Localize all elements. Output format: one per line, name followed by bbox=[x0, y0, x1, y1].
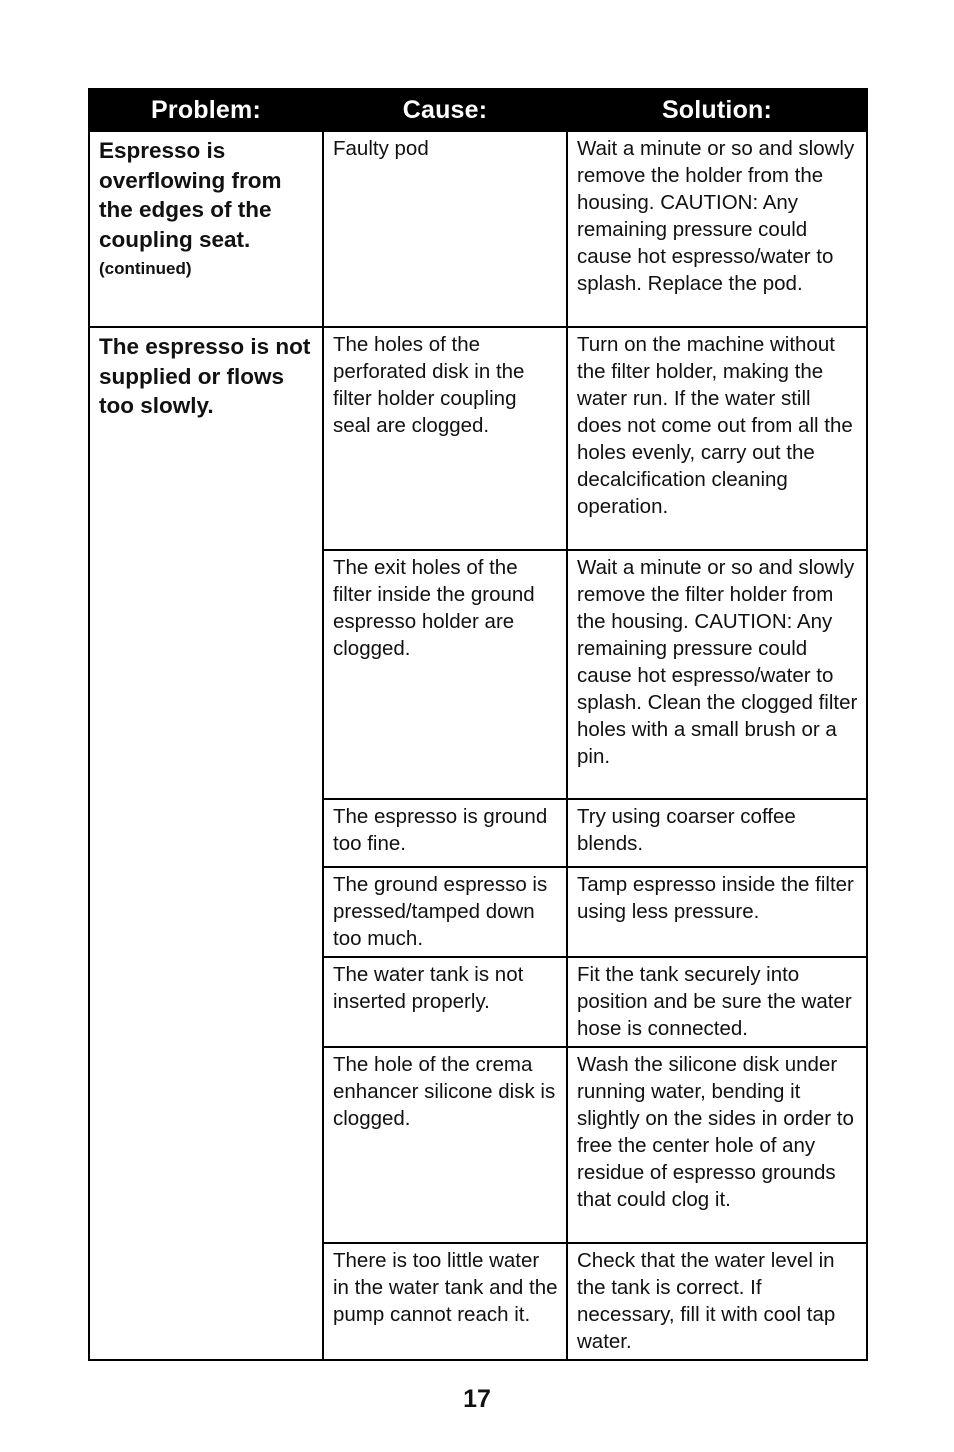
page-number: 17 bbox=[463, 1385, 491, 1413]
cause-cell: The espresso is ground too fine. bbox=[323, 799, 567, 867]
solution-cell: Try using coarser coffee blends. bbox=[567, 799, 867, 867]
problem-cell: The espresso is not supplied or flows too slowly. bbox=[89, 327, 323, 1360]
solution-cell: Check that the water level in the tank is correct. If necessary, fill it with cool tap water. bbox=[567, 1243, 867, 1360]
solution-cell: Turn on the machine without the filter holder, making the water run. If the water still does not come out from all the holes evenly, carry out the decalcification cleaning operation. bbox=[567, 327, 867, 550]
table-header-row bbox=[89, 89, 867, 131]
cause-cell: The holes of the perforated disk in the filter holder coupling seal are clogged. bbox=[323, 327, 567, 550]
header-solution: Solution: bbox=[567, 89, 867, 131]
troubleshooting-table bbox=[88, 88, 868, 1361]
solution-cell: Tamp espresso inside the filter using less pressure. bbox=[567, 867, 867, 957]
problem-text: Espresso is overflowing from the edges of the coupling seat. bbox=[99, 138, 282, 252]
table-row bbox=[89, 327, 867, 550]
solution-cell: Wash the silicone disk under running water, bending it slightly on the sides in order to free the center hole of any residue of espresso grounds that could clog it. bbox=[567, 1047, 867, 1243]
problem-note: (continued) bbox=[99, 259, 192, 278]
cause-cell: The water tank is not inserted properly. bbox=[323, 957, 567, 1047]
header-cause: Cause: bbox=[323, 89, 567, 131]
solution-cell: Wait a minute or so and slowly remove the filter holder from the housing. CAUTION: Any remaining pressure could cause hot espresso/water to splash. Clean the clogged filter holes with a small brush or a pin. bbox=[567, 550, 867, 799]
solution-cell: Wait a minute or so and slowly remove the holder from the housing. CAUTION: Any remaining pressure could cause hot espresso/water to splash. Replace the pod. bbox=[567, 131, 867, 327]
cause-cell: The hole of the crema enhancer silicone disk is clogged. bbox=[323, 1047, 567, 1243]
cause-cell: There is too little water in the water tank and the pump cannot reach it. bbox=[323, 1243, 567, 1360]
table-row bbox=[89, 131, 867, 327]
cause-cell: The exit holes of the filter inside the ground espresso holder are clogged. bbox=[323, 550, 567, 799]
cause-cell: The ground espresso is pressed/tamped down too much. bbox=[323, 867, 567, 957]
solution-cell: Fit the tank securely into position and be sure the water hose is connected. bbox=[567, 957, 867, 1047]
problem-cell bbox=[89, 131, 323, 327]
cause-cell: Faulty pod bbox=[323, 131, 567, 327]
header-problem: Problem: bbox=[89, 89, 323, 131]
